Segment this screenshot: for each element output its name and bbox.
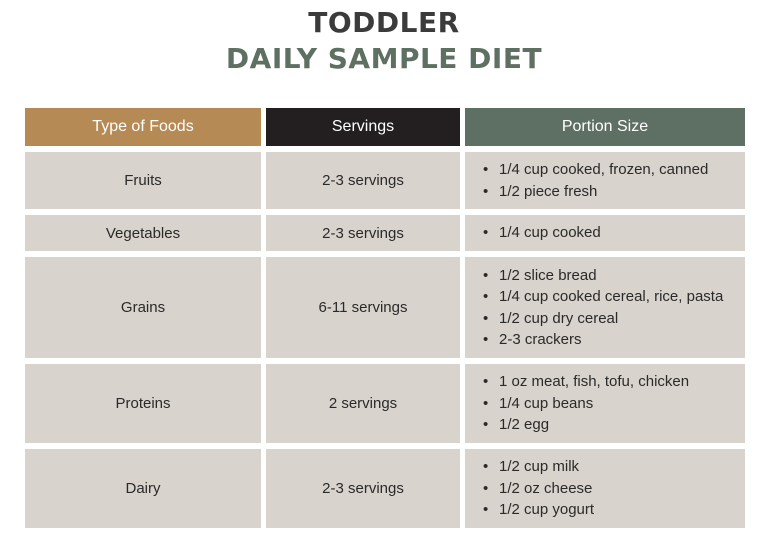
- food-type-cell: Proteins: [25, 364, 261, 443]
- portion-list: [481, 371, 689, 436]
- table-row: [25, 152, 745, 209]
- portion-cell: [465, 257, 745, 358]
- table-row: [25, 257, 745, 358]
- title-toddler: TODDLER: [308, 6, 460, 39]
- portion-item: • 1/2 oz cheese: [481, 478, 594, 500]
- portion-cell: [465, 449, 745, 528]
- portion-list: [481, 159, 708, 202]
- diet-table: [25, 108, 745, 528]
- header-portion-size: Portion Size: [465, 108, 745, 146]
- food-type-cell: Dairy: [25, 449, 261, 528]
- title-daily-sample-diet: DAILY SAMPLE DIET: [225, 42, 543, 75]
- portion-item: • 1/4 cup cooked cereal, rice, pasta: [481, 286, 723, 308]
- table-row: [25, 215, 745, 251]
- header-servings: Servings: [266, 108, 460, 146]
- portion-cell: [465, 152, 745, 209]
- portion-item: • 1/2 cup milk: [481, 456, 594, 478]
- portion-item: • 1/4 cup beans: [481, 393, 689, 415]
- servings-cell: 2-3 servings: [266, 215, 460, 251]
- portion-item: • 1/2 cup dry cereal: [481, 308, 723, 330]
- portion-item: • 2-3 crackers: [481, 329, 723, 351]
- portion-list: [481, 222, 601, 244]
- servings-cell: 6-11 servings: [266, 257, 460, 358]
- servings-cell: 2-3 servings: [266, 449, 460, 528]
- portion-item: • 1/2 slice bread: [481, 265, 723, 287]
- table-row: [25, 364, 745, 443]
- portion-item: • 1/2 cup yogurt: [481, 499, 594, 521]
- portion-item: • 1/4 cup cooked: [481, 222, 601, 244]
- servings-cell: 2-3 servings: [266, 152, 460, 209]
- table-row: [25, 449, 745, 528]
- portion-item: • 1/4 cup cooked, frozen, canned: [481, 159, 708, 181]
- servings-cell: 2 servings: [266, 364, 460, 443]
- food-type-cell: Fruits: [25, 152, 261, 209]
- portion-cell: [465, 215, 745, 251]
- portion-item: • 1/2 egg: [481, 414, 689, 436]
- portion-list: [481, 456, 594, 521]
- portion-cell: [465, 364, 745, 443]
- food-type-cell: Vegetables: [25, 215, 261, 251]
- portion-list: [481, 265, 723, 351]
- header-type-of-foods: Type of Foods: [25, 108, 261, 146]
- food-type-cell: Grains: [25, 257, 261, 358]
- portion-item: • 1/2 piece fresh: [481, 181, 708, 203]
- portion-item: • 1 oz meat, fish, tofu, chicken: [481, 371, 689, 393]
- table-header-row: [25, 108, 745, 146]
